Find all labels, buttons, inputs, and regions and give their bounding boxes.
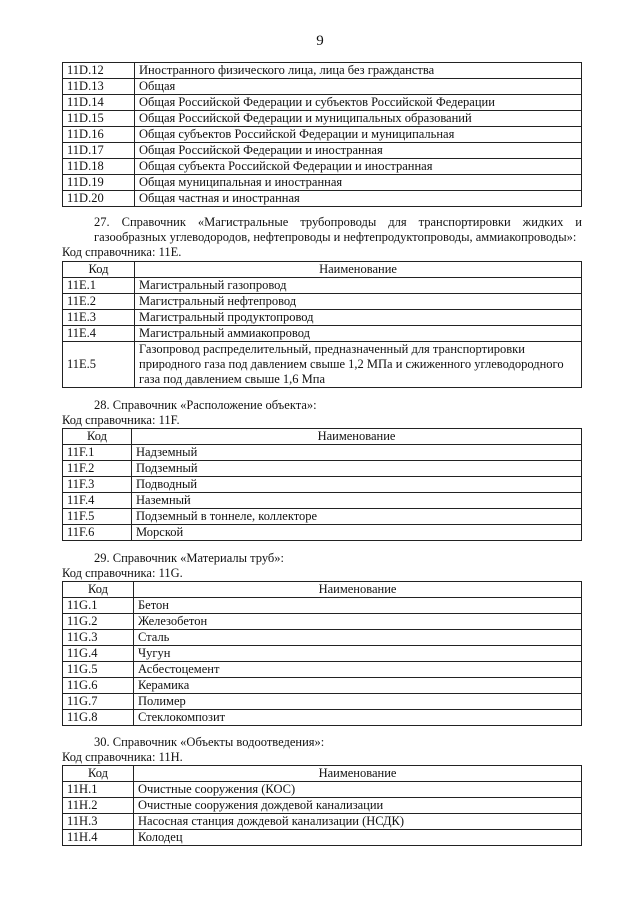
directory-code: Код справочника: 11G.: [62, 566, 183, 580]
table-header-row: [63, 582, 582, 598]
column-header-name: Наименование: [135, 262, 582, 278]
code-cell: 11H.1: [63, 782, 134, 798]
name-cell: Насосная станция дождевой канализации (НСДК): [134, 814, 582, 830]
code-cell: 11H.3: [63, 814, 134, 830]
name-cell: Чугун: [134, 646, 582, 662]
column-header-code: Код: [63, 262, 135, 278]
name-cell: Общая Российской Федерации и муниципальных образований: [135, 111, 582, 127]
table-header-row: [63, 262, 582, 278]
name-cell: Морской: [132, 525, 582, 541]
table-row: [63, 278, 582, 294]
table-row: [63, 646, 582, 662]
column-header-name: Наименование: [134, 766, 582, 782]
table-11f: [62, 428, 582, 541]
table-row: [63, 798, 582, 814]
code-cell: 11F.5: [63, 509, 132, 525]
code-cell: 11H.4: [63, 830, 134, 846]
name-cell: Керамика: [134, 678, 582, 694]
name-cell: Наземный: [132, 493, 582, 509]
code-cell: 11G.1: [63, 598, 134, 614]
section-title: 27. Справочник «Магистральные трубопроводы для транспортировки жидких и газообразных углеводородов, нефтепроводы и нефтепродуктопроводы, аммиакопроводы»:: [94, 215, 582, 244]
code-cell: 11G.3: [63, 630, 134, 646]
code-cell: 11E.5: [63, 342, 135, 388]
code-cell: 11G.5: [63, 662, 134, 678]
code-cell: 11F.4: [63, 493, 132, 509]
name-cell: Общая муниципальная и иностранная: [135, 175, 582, 191]
code-cell: 11G.4: [63, 646, 134, 662]
code-cell: 11D.20: [63, 191, 135, 207]
table-header-row: [63, 429, 582, 445]
section-30-heading: [62, 735, 582, 765]
table-row: [63, 662, 582, 678]
table-row: [63, 175, 582, 191]
code-cell: 11E.1: [63, 278, 135, 294]
name-cell: Иностранного физического лица, лица без гражданства: [135, 63, 582, 79]
code-cell: 11F.3: [63, 477, 132, 493]
code-cell: 11G.8: [63, 710, 134, 726]
name-cell: Магистральный газопровод: [135, 278, 582, 294]
table-row: [63, 326, 582, 342]
name-cell: Надземный: [132, 445, 582, 461]
code-cell: 11F.1: [63, 445, 132, 461]
name-cell: Газопровод распределительный, предназначенный для транспортировки природного газа под давлением свыше 1,2 МПа и сжиженного углеводородного газа под давлением свыше 1,6 Мпа: [135, 342, 582, 388]
code-cell: 11E.4: [63, 326, 135, 342]
table-11g: [62, 581, 582, 726]
code-cell: 11D.14: [63, 95, 135, 111]
table-row: [63, 710, 582, 726]
code-cell: 11D.17: [63, 143, 135, 159]
code-cell: 11H.2: [63, 798, 134, 814]
name-cell: Общая Российской Федерации и иностранная: [135, 143, 582, 159]
table-row: [63, 630, 582, 646]
code-cell: 11F.2: [63, 461, 132, 477]
section-title: 30. Справочник «Объекты водоотведения»:: [94, 735, 325, 749]
code-cell: 11G.2: [63, 614, 134, 630]
table-row: [63, 477, 582, 493]
name-cell: Магистральный нефтепровод: [135, 294, 582, 310]
name-cell: Асбестоцемент: [134, 662, 582, 678]
name-cell: Очистные сооружения дождевой канализации: [134, 798, 582, 814]
code-cell: 11D.13: [63, 79, 135, 95]
column-header-code: Код: [63, 582, 134, 598]
table-row: [63, 63, 582, 79]
code-cell: 11D.12: [63, 63, 135, 79]
code-cell: 11E.3: [63, 310, 135, 326]
table-row: [63, 191, 582, 207]
table-row: [63, 111, 582, 127]
directory-code: Код справочника: 11E.: [62, 245, 182, 259]
table-row: [63, 694, 582, 710]
code-cell: 11G.7: [63, 694, 134, 710]
table-row: [63, 614, 582, 630]
table-row: [63, 782, 582, 798]
table-header-row: [63, 766, 582, 782]
code-cell: 11G.6: [63, 678, 134, 694]
table-row: [63, 830, 582, 846]
section-title: 29. Справочник «Материалы труб»:: [94, 551, 285, 565]
table-11d: [62, 62, 582, 207]
name-cell: Железобетон: [134, 614, 582, 630]
table-row: [63, 814, 582, 830]
name-cell: Подземный: [132, 461, 582, 477]
column-header-code: Код: [63, 429, 132, 445]
name-cell: Общая субъектов Российской Федерации и муниципальная: [135, 127, 582, 143]
name-cell: Стеклокомпозит: [134, 710, 582, 726]
section-29-heading: [62, 551, 582, 581]
name-cell: Общая частная и иностранная: [135, 191, 582, 207]
name-cell: Сталь: [134, 630, 582, 646]
section-title: 28. Справочник «Расположение объекта»:: [94, 398, 317, 412]
directory-code: Код справочника: 11F.: [62, 413, 180, 427]
name-cell: Общая: [135, 79, 582, 95]
table-11h: [62, 765, 582, 846]
name-cell: Общая субъекта Российской Федерации и иностранная: [135, 159, 582, 175]
table-row: [63, 445, 582, 461]
name-cell: Очистные сооружения (КОС): [134, 782, 582, 798]
code-cell: 11D.19: [63, 175, 135, 191]
table-row: [63, 678, 582, 694]
code-cell: 11E.2: [63, 294, 135, 310]
section-28-heading: [62, 398, 582, 428]
table-row: [63, 294, 582, 310]
name-cell: Бетон: [134, 598, 582, 614]
table-row: [63, 159, 582, 175]
name-cell: Колодец: [134, 830, 582, 846]
page-number: 9: [316, 33, 324, 49]
code-cell: 11D.16: [63, 127, 135, 143]
column-header-code: Код: [63, 766, 134, 782]
table-row: [63, 127, 582, 143]
code-cell: 11D.18: [63, 159, 135, 175]
section-27-heading: [62, 215, 582, 260]
name-cell: Общая Российской Федерации и субъектов Российской Федерации: [135, 95, 582, 111]
name-cell: Подводный: [132, 477, 582, 493]
directory-code: Код справочника: 11H.: [62, 750, 183, 764]
column-header-name: Наименование: [134, 582, 582, 598]
name-cell: Магистральный аммиакопровод: [135, 326, 582, 342]
name-cell: Подземный в тоннеле, коллекторе: [132, 509, 582, 525]
table-row: [63, 143, 582, 159]
table-row: [63, 598, 582, 614]
table-row: [63, 79, 582, 95]
name-cell: Магистральный продуктопровод: [135, 310, 582, 326]
table-row: [63, 525, 582, 541]
table-row: [63, 461, 582, 477]
table-row: [63, 310, 582, 326]
table-11e: [62, 261, 582, 388]
code-cell: 11D.15: [63, 111, 135, 127]
table-row: [63, 342, 582, 388]
table-row: [63, 95, 582, 111]
column-header-name: Наименование: [132, 429, 582, 445]
name-cell: Полимер: [134, 694, 582, 710]
code-cell: 11F.6: [63, 525, 132, 541]
table-row: [63, 509, 582, 525]
table-row: [63, 493, 582, 509]
